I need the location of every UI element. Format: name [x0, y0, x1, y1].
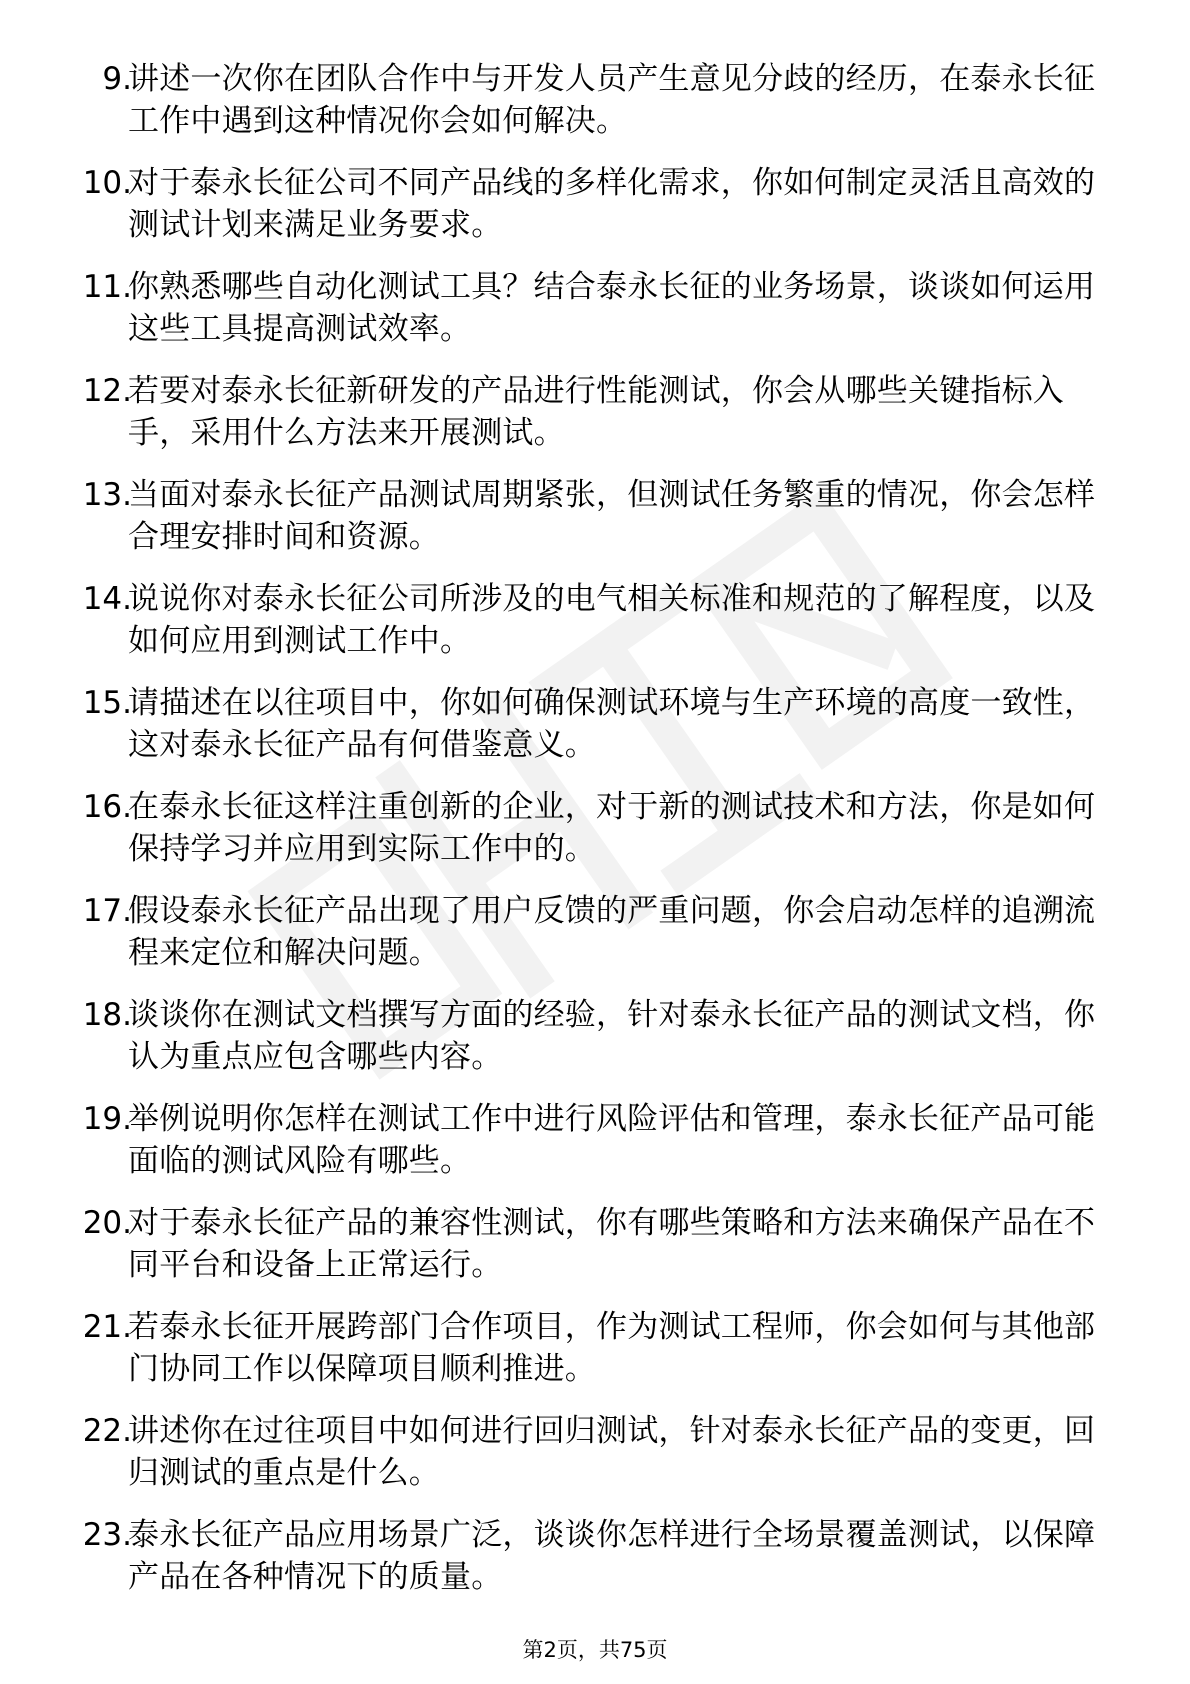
list-item: [0, 994, 1190, 1098]
question-number: 20.: [82, 1205, 132, 1241]
question-text: 假设泰永长征产品出现了用户反馈的严重问题，你会启动怎样的追溯流程来定位和解决问题。: [128, 893, 1096, 971]
question-text: 讲述一次你在团队合作中与开发人员产生意见分歧的经历，在泰永长征工作中遇到这种情况你会如何解决。: [128, 61, 1096, 139]
question-number: 14.: [82, 581, 132, 617]
question-number: 22.: [82, 1413, 132, 1449]
question-list: [0, 58, 1190, 1618]
list-item: [0, 266, 1190, 370]
question-text: 当面对泰永长征产品测试周期紧张，但测试任务繁重的情况，你会怎样合理安排时间和资源。: [128, 477, 1096, 555]
question-text: 若要对泰永长征新研发的产品进行性能测试，你会从哪些关键指标入手，采用什么方法来开展测试。: [128, 373, 1064, 451]
question-number: 13.: [82, 477, 132, 513]
list-item: [0, 578, 1190, 682]
question-text: 对于泰永长征产品的兼容性测试，你有哪些策略和方法来确保产品在不同平台和设备上正常运行。: [128, 1205, 1096, 1283]
question-text: 举例说明你怎样在测试工作中进行风险评估和管理，泰永长征产品可能面临的测试风险有哪些。: [128, 1101, 1096, 1179]
list-item: [0, 1202, 1190, 1306]
question-text: 讲述你在过往项目中如何进行回归测试，针对泰永长征产品的变更，回归测试的重点是什么。: [128, 1413, 1096, 1491]
question-text: 在泰永长征这样注重创新的企业，对于新的测试技术和方法，你是如何保持学习并应用到实际工作中的。: [128, 789, 1096, 867]
list-item: [0, 474, 1190, 578]
question-number: 15.: [82, 685, 132, 721]
question-number: 11.: [82, 269, 132, 305]
list-item: [0, 370, 1190, 474]
list-item: [0, 1410, 1190, 1514]
question-text: 若泰永长征开展跨部门合作项目，作为测试工程师，你会如何与其他部门协同工作以保障项目顺利推进。: [128, 1309, 1096, 1387]
question-number: 10.: [82, 165, 132, 201]
list-item: [0, 682, 1190, 786]
list-item: [0, 58, 1190, 162]
question-number: 17.: [82, 893, 132, 929]
list-item: [0, 1098, 1190, 1202]
list-item: [0, 162, 1190, 266]
list-item: [0, 786, 1190, 890]
question-text: 对于泰永长征公司不同产品线的多样化需求，你如何制定灵活且高效的测试计划来满足业务要求。: [128, 165, 1096, 243]
question-number: 19.: [82, 1101, 132, 1137]
question-number: 18.: [82, 997, 132, 1033]
question-number: 23.: [82, 1517, 132, 1553]
question-number: 16.: [82, 789, 132, 825]
question-text: 泰永长征产品应用场景广泛，谈谈你怎样进行全场景覆盖测试，以保障产品在各种情况下的质量。: [128, 1517, 1096, 1595]
list-item: [0, 890, 1190, 994]
question-text: 说说你对泰永长征公司所涉及的电气相关标准和规范的了解程度，以及如何应用到测试工作中。: [128, 581, 1096, 659]
question-number: 12.: [82, 373, 132, 409]
page-number-footer: 第2页，共75页: [522, 1638, 668, 1662]
list-item: [0, 1514, 1190, 1618]
list-item: [0, 1306, 1190, 1410]
question-text: 谈谈你在测试文档撰写方面的经验，针对泰永长征产品的测试文档，你认为重点应包含哪些内容。: [128, 997, 1096, 1075]
question-text: 请描述在以往项目中，你如何确保测试环境与生产环境的高度一致性，这对泰永长征产品有何借鉴意义。: [128, 685, 1096, 763]
question-text: 你熟悉哪些自动化测试工具？结合泰永长征的业务场景，谈谈如何运用这些工具提高测试效率。: [128, 269, 1096, 347]
question-number: 9.: [102, 61, 132, 97]
question-number: 21.: [82, 1309, 132, 1345]
